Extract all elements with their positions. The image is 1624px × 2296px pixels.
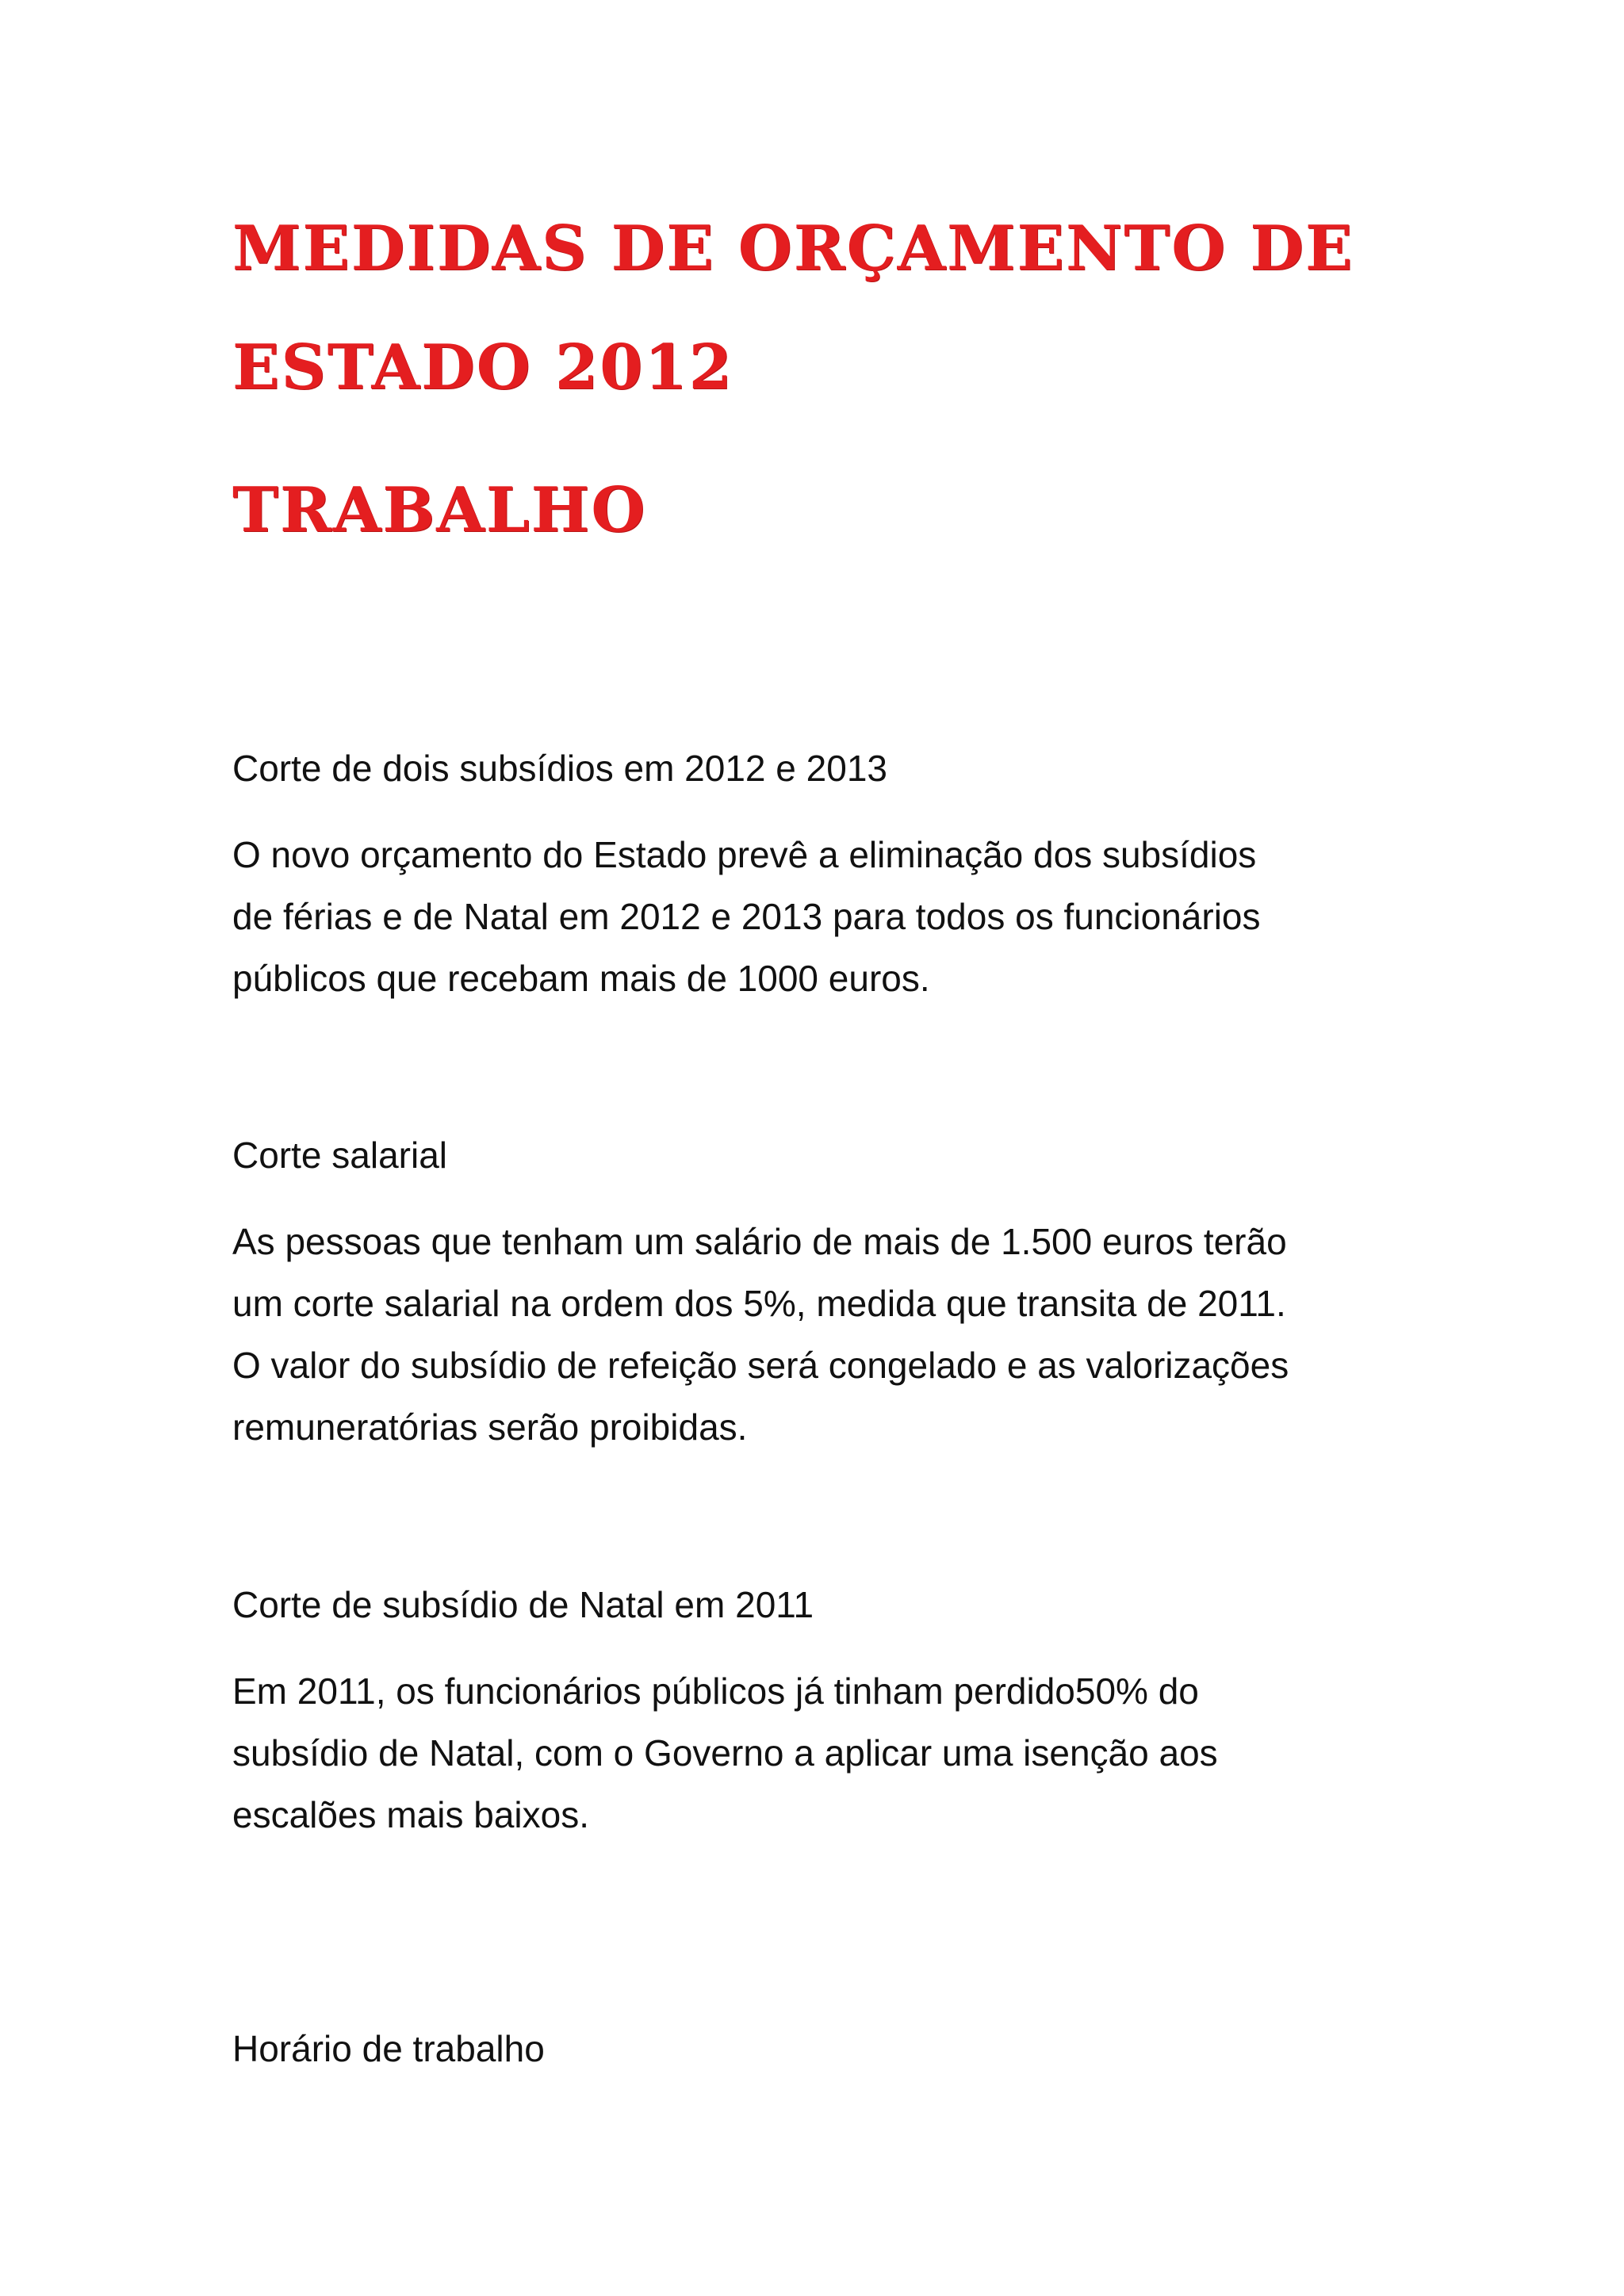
section-heading-cut-two-subsidies: Corte de dois subsídios em 2012 e 2013	[232, 748, 887, 789]
section-heading-salary-cut: Corte salarial	[232, 1135, 447, 1176]
document-title-line-1: MEDIDAS DE ORÇAMENTO DE	[232, 212, 1354, 285]
paragraph-line: escalões mais baixos.	[232, 1794, 589, 1835]
paragraph-line: O valor do subsídio de refeição será congelado e as valorizações	[232, 1345, 1289, 1386]
paragraph-line: subsídio de Natal, com o Governo a aplicar uma isenção aos	[232, 1732, 1218, 1774]
section-heading-christmas-subsidy-cut: Corte de subsídio de Natal em 2011	[232, 1584, 814, 1625]
paragraph-line: As pessoas que tenham um salário de mais de 1.500 euros terão	[232, 1221, 1287, 1262]
paragraph-line: O novo orçamento do Estado prevê a eliminação dos subsídios	[232, 834, 1257, 875]
paragraph-line: Em 2011, os funcionários públicos já tinham perdido50% do	[232, 1670, 1199, 1712]
section-paragraph-salary-cut	[232, 1211, 1406, 1458]
document-title-line-2: ESTADO 2012	[232, 331, 733, 404]
section-heading-working-hours: Horário de trabalho	[232, 2028, 545, 2069]
paragraph-line: um corte salarial na ordem dos 5%, medida que transita de 2011.	[232, 1283, 1286, 1324]
section-paragraph-christmas-subsidy-cut	[232, 1660, 1406, 1846]
paragraph-line: de férias e de Natal em 2012 e 2013 para todos os funcionários	[232, 896, 1261, 937]
document-title-line-3: TRABALHO	[232, 474, 647, 546]
paragraph-line: públicos que recebam mais de 1000 euros.	[232, 958, 930, 999]
section-paragraph-cut-two-subsidies	[232, 824, 1406, 1009]
paragraph-line: remuneratórias serão proibidas.	[232, 1406, 748, 1448]
